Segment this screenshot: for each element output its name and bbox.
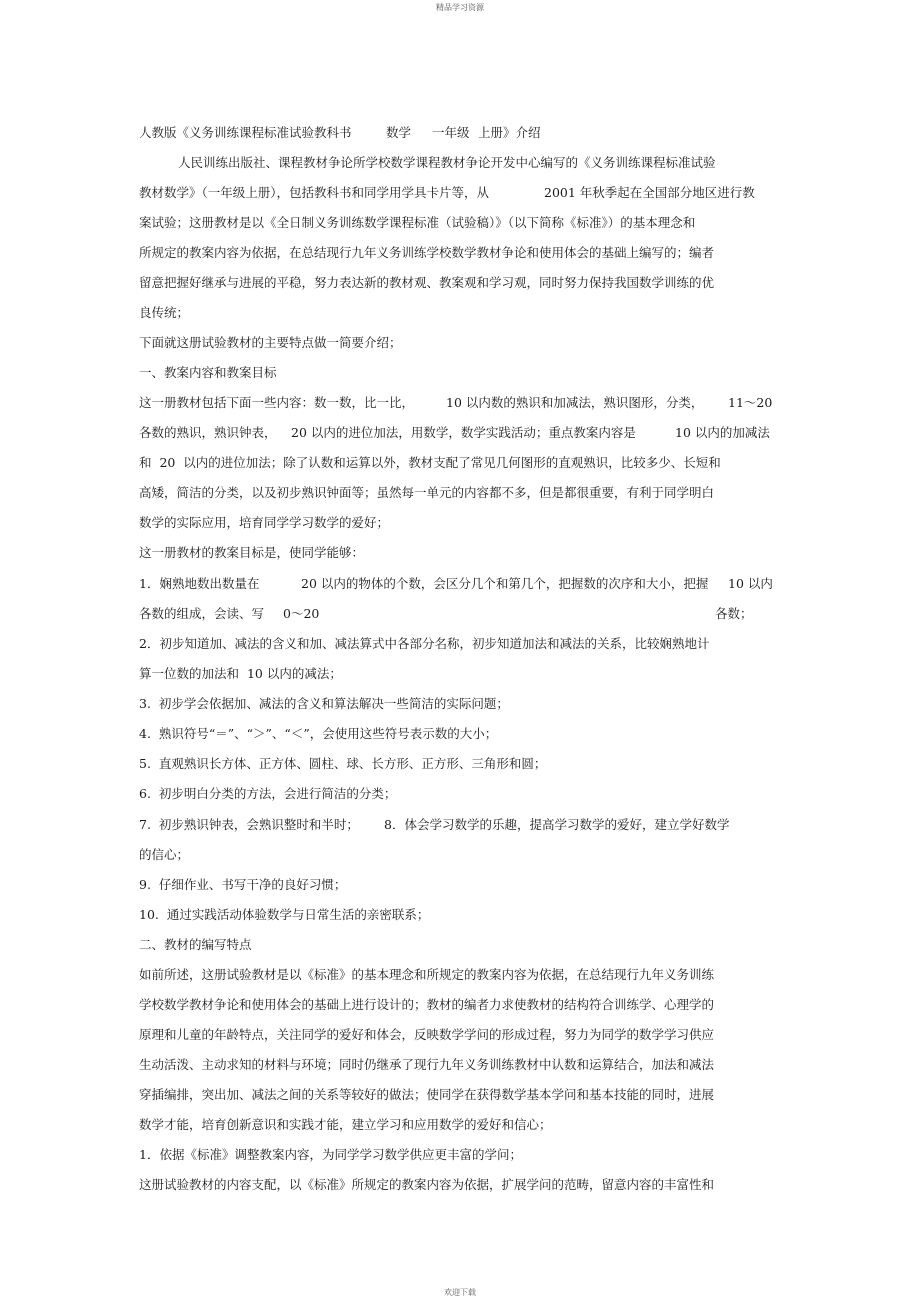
intro-line-3: 案试验；这册教材是以《全日制义务训练数学课程标准（试验稿）》（以下简称《标准》）的基本理念和 — [139, 215, 696, 230]
goal-1-f: 各数； — [715, 606, 753, 621]
s2-subheading-1: 1．依据《标准》调整教案内容，为同学学习数学供应更丰富的学问； — [139, 1147, 522, 1162]
goal-8-cont: 的信心； — [139, 847, 190, 862]
s1-p1-c: 11～20 — [728, 395, 773, 410]
goal-9: 9. 仔细作业、书写干净的良好习惯； — [139, 877, 347, 892]
s1-line-4: 高矮，简洁的分类，以及初步熟识钟面等；虽然每一单元的内容都不多，但是都很重要，有利于同学明白 — [139, 485, 715, 500]
goal-1-a: 1．娴熟地数出数量在 — [139, 576, 260, 591]
s2-line-8: 这册试验教材的内容支配，以《标准》所规定的教案内容为依据，扩展学问的范畴，留意内容的丰富性和 — [139, 1177, 715, 1192]
goal-2-a: 2．初步知道加、减法的含义和加、减法算式中各部分名称，初步知道加法和减法的关系，比较娴熟地计 — [139, 636, 710, 651]
s1-p2-c: 10 以内的加减法 — [675, 425, 770, 440]
goal-6: 6. 初步明白分类的方法，会进行简洁的分类； — [139, 786, 397, 801]
title-part-3: 一年级 — [432, 125, 470, 140]
intro-line-7: 下面就这册试验教材的主要特点做一简要介绍； — [139, 335, 402, 350]
goal-4: 4. 熟识符号“＝”、“＞”、“＜”，会使用这些符号表示数的大小； — [139, 726, 498, 741]
intro-line-2b: 2001 年秋季起在全国部分地区进行教 — [544, 185, 755, 200]
intro-line-2a: 教材数学》（一年级上册），包括教科书和同学用学具卡片等，从 — [139, 185, 490, 200]
s1-line-3: 和 20 以内的进位加法；除了认数和运算以外，教材支配了常见几何图形的直观熟识，比较多少、长短和 — [139, 455, 721, 470]
intro-line-5: 留意把握好继承与进展的平稳，努力表达新的教材观、教案观和学习观，同时努力保持我国数学训练的优 — [139, 275, 715, 290]
goal-3: 3. 初步学会依据加、减法的含义和算法解决一些简洁的实际问题； — [139, 696, 509, 711]
title-part-4: 上册》介绍 — [478, 125, 541, 140]
s1-p2-b: 20 以内的进位加法，用数学，数学实践活动；重点教案内容是 — [291, 425, 636, 440]
goal-1-d: 各数的组成，会读、写 — [139, 606, 265, 621]
s1-p2-a: 各数的熟识，熟识钟表， — [139, 425, 277, 440]
s1-goals-intro: 这一册教材的教案目标是，使同学能够： — [139, 545, 365, 560]
page-footer: 欢迎下载 — [444, 1288, 476, 1297]
s2-line-5: 穿插编排，突出加、减法之间的关系等较好的做法；使同学在获得数学基本学问和基本技能的同时，进展 — [139, 1087, 715, 1102]
intro-line-1: 人民训练出版社、课程教材争论所学校数学课程教材争论开发中心编写的《义务训练课程标准试验 — [178, 155, 716, 170]
s2-line-6: 数学才能，培育创新意识和实践才能，建立学习和应用数学的爱好和信心； — [139, 1117, 552, 1132]
title-part-1: 人教版《义务训练课程标准试验教科书 — [139, 125, 352, 140]
intro-line-4: 所规定的教案内容为依据，在总结现行九年义务训练学校数学教材争论和使用体会的基础上编写的；编者 — [139, 245, 715, 260]
s1-p1-b: 10 以内数的熟识和加减法，熟识图形，分类， — [446, 395, 704, 410]
section1-heading: 一、教案内容和教案目标 — [139, 365, 277, 380]
s2-line-2: 学校数学教材争论和使用体会的基础上进行设计的；教材的编者力求使教材的结构符合训练学、心理学的 — [139, 997, 715, 1012]
goal-8: 8．体会学习数学的乐趣，提高学习数学的爱好，建立学好数学 — [384, 817, 730, 832]
s2-line-1: 如前所述，这册试验教材是以《标准》的基本理念和所规定的教案内容为依据，在总结现行九年义务训练 — [139, 967, 715, 982]
s1-line-5: 数学的实际应用，培育同学学习数学的爱好； — [139, 515, 390, 530]
goal-2-b: 算一位数的加法和 10 以内的减法； — [139, 666, 342, 681]
s2-line-3: 原理和儿童的年龄特点，关注同学的爱好和体会，反映数学学问的形成过程，努力为同学的数学学习供应 — [139, 1027, 715, 1042]
s1-p1-a: 这一册教材包括下面一些内容：数一数，比一比， — [139, 395, 415, 410]
goal-5: 5. 直观熟识长方体、正方体、圆柱、球、长方形、正方形、三角形和圆； — [139, 756, 547, 771]
section2-heading: 二、教材的编写特点 — [139, 937, 252, 952]
goal-1-c: 10 以内 — [728, 576, 773, 591]
title-part-2: 数学 — [386, 125, 412, 140]
goal-1-b: 20 以内的物体的个数，会区分几个和第几个，把握数的次序和大小，把握 — [301, 576, 709, 591]
goal-10: 10. 通过实践活动体验数学与日常生活的亲密联系； — [139, 907, 430, 922]
intro-line-6: 良传统； — [139, 305, 190, 320]
page-header: 精品学习资源 — [436, 3, 484, 12]
s2-line-4: 生动活泼、主动求知的材料与环境；同时仍继承了现行九年义务训练教材中认数和运算结合，加法和减法 — [139, 1057, 715, 1072]
goal-7: 7. 初步熟识钟表，会熟识整时和半时； — [139, 817, 359, 832]
goal-1-e: 0～20 — [283, 606, 320, 621]
